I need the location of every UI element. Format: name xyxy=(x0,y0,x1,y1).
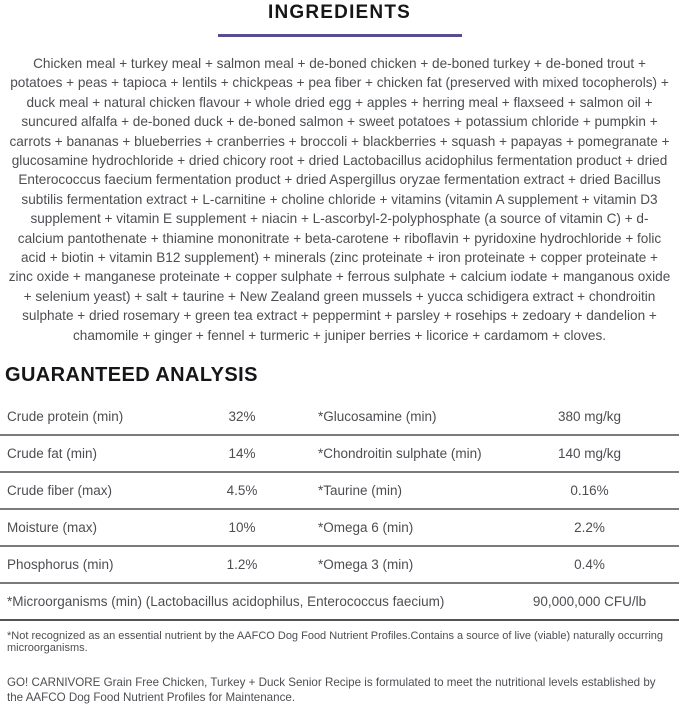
nutrient-value: 2.2% xyxy=(574,520,605,536)
nutrient-label: Crude fiber (max) xyxy=(7,483,113,499)
nutrient-label: Crude protein (min) xyxy=(7,409,124,425)
table-row-microorganisms xyxy=(0,584,679,621)
nutrient-value: 380 mg/kg xyxy=(557,409,622,425)
table-row xyxy=(0,547,679,584)
table-row xyxy=(0,399,679,436)
nutrient-label: Moisture (max) xyxy=(7,520,98,536)
table-row xyxy=(0,473,679,510)
header xyxy=(0,0,679,37)
nutrient-label: *Microorganisms (min) (Lactobacillus acidophilus, Enterococcus faecium) xyxy=(7,594,445,610)
nutrient-value: 10% xyxy=(228,520,256,536)
nutrient-label: Phosphorus (min) xyxy=(7,557,114,573)
nutrient-value: 140 mg/kg xyxy=(557,446,622,462)
page-title: INGREDIENTS xyxy=(267,2,412,23)
nutrient-label: *Taurine (min) xyxy=(318,483,403,499)
table-row xyxy=(0,510,679,547)
nutrient-value: 4.5% xyxy=(226,483,258,499)
ingredients-paragraph: Chicken meal + turkey meal + salmon meal + de-boned chicken + de-boned turkey + de-boned trout + potatoes + peas + tapioca + lentils + chickpeas + pea fiber + chicken fat (preserved with mixed tocopherols) + duck meal + natural chicken flavour + whole dried egg + apples + herring meal + flaxseed + salmon oil + suncured alfalfa + de-boned duck + de-boned salmon + sweet potatoes + potassium chloride + pumpkin + carrots + bananas + blueberries + cranberries + broccoli + blackberries + squash + papayas + pomegranate + glucosamine hydrochloride + dried chicory root + dried Lactobacillus acidophilus fermentation product + dried Enterococcus faecium fermentation product + dried Aspergillus oryzae fermentation extract + dried Bacillus subtilis fermentation extract + L-carnitine + choline chloride + vitamins (vitamin A supplement + vitamin D3 supplement + vitamin E supplement + niacin + L-ascorbyl-2-polyphosphate (a source of vitamin C) + d-calcium pantothenate + thiamine mononitrate + beta-carotene + riboflavin + pyridoxine hydrochloride + folic acid + biotin + vitamin B12 supplement) + minerals (zinc proteinate + iron proteinate + copper proteinate + zinc oxide + manganese proteinate + copper sulphate + ferrous sulphate + calcium iodate + manganous oxide + selenium yeast) + salt + taurine + New Zealand green mussels + yucca schidigera extract + chondroitin sulphate + dried rosemary + green tea extract + peppermint + parsley + rosehips + zedoary + dandelion + chamomile + ginger + fennel + turmeric + juniper berries + licorice + cardamom + cloves. xyxy=(8,56,671,343)
nutrient-label: *Omega 3 (min) xyxy=(318,557,414,573)
nutrient-label: *Glucosamine (min) xyxy=(318,409,437,425)
nutrient-value: 90,000,000 CFU/lb xyxy=(532,594,647,610)
nutrient-label: Crude fat (min) xyxy=(7,446,98,462)
nutrient-label: *Omega 6 (min) xyxy=(318,520,414,536)
guaranteed-analysis-table xyxy=(0,399,679,621)
aafco-statement: GO! CARNIVORE Grain Free Chicken, Turkey + Duck Senior Recipe is formulated to meet the nutritional levels established by the AAFCO Dog Food Nutrient Profiles for Maintenance. xyxy=(7,676,656,705)
title-underline-rule xyxy=(218,34,462,37)
asterisk-footnote: *Not recognized as an essential nutrient by the AAFCO Dog Food Nutrient Profiles.Contains a source of live (viable) naturally occurring microorganisms. xyxy=(7,630,664,655)
nutrient-value: 1.2% xyxy=(226,557,258,573)
nutrient-label: *Chondroitin sulphate (min) xyxy=(318,446,482,462)
nutrient-value: 0.16% xyxy=(570,483,609,499)
nutrient-value: 0.4% xyxy=(574,557,605,573)
nutrient-value: 32% xyxy=(228,409,256,425)
nutrient-value: 14% xyxy=(228,446,256,462)
guaranteed-analysis-heading: GUARANTEED ANALYSIS xyxy=(5,364,258,387)
table-row xyxy=(0,436,679,473)
